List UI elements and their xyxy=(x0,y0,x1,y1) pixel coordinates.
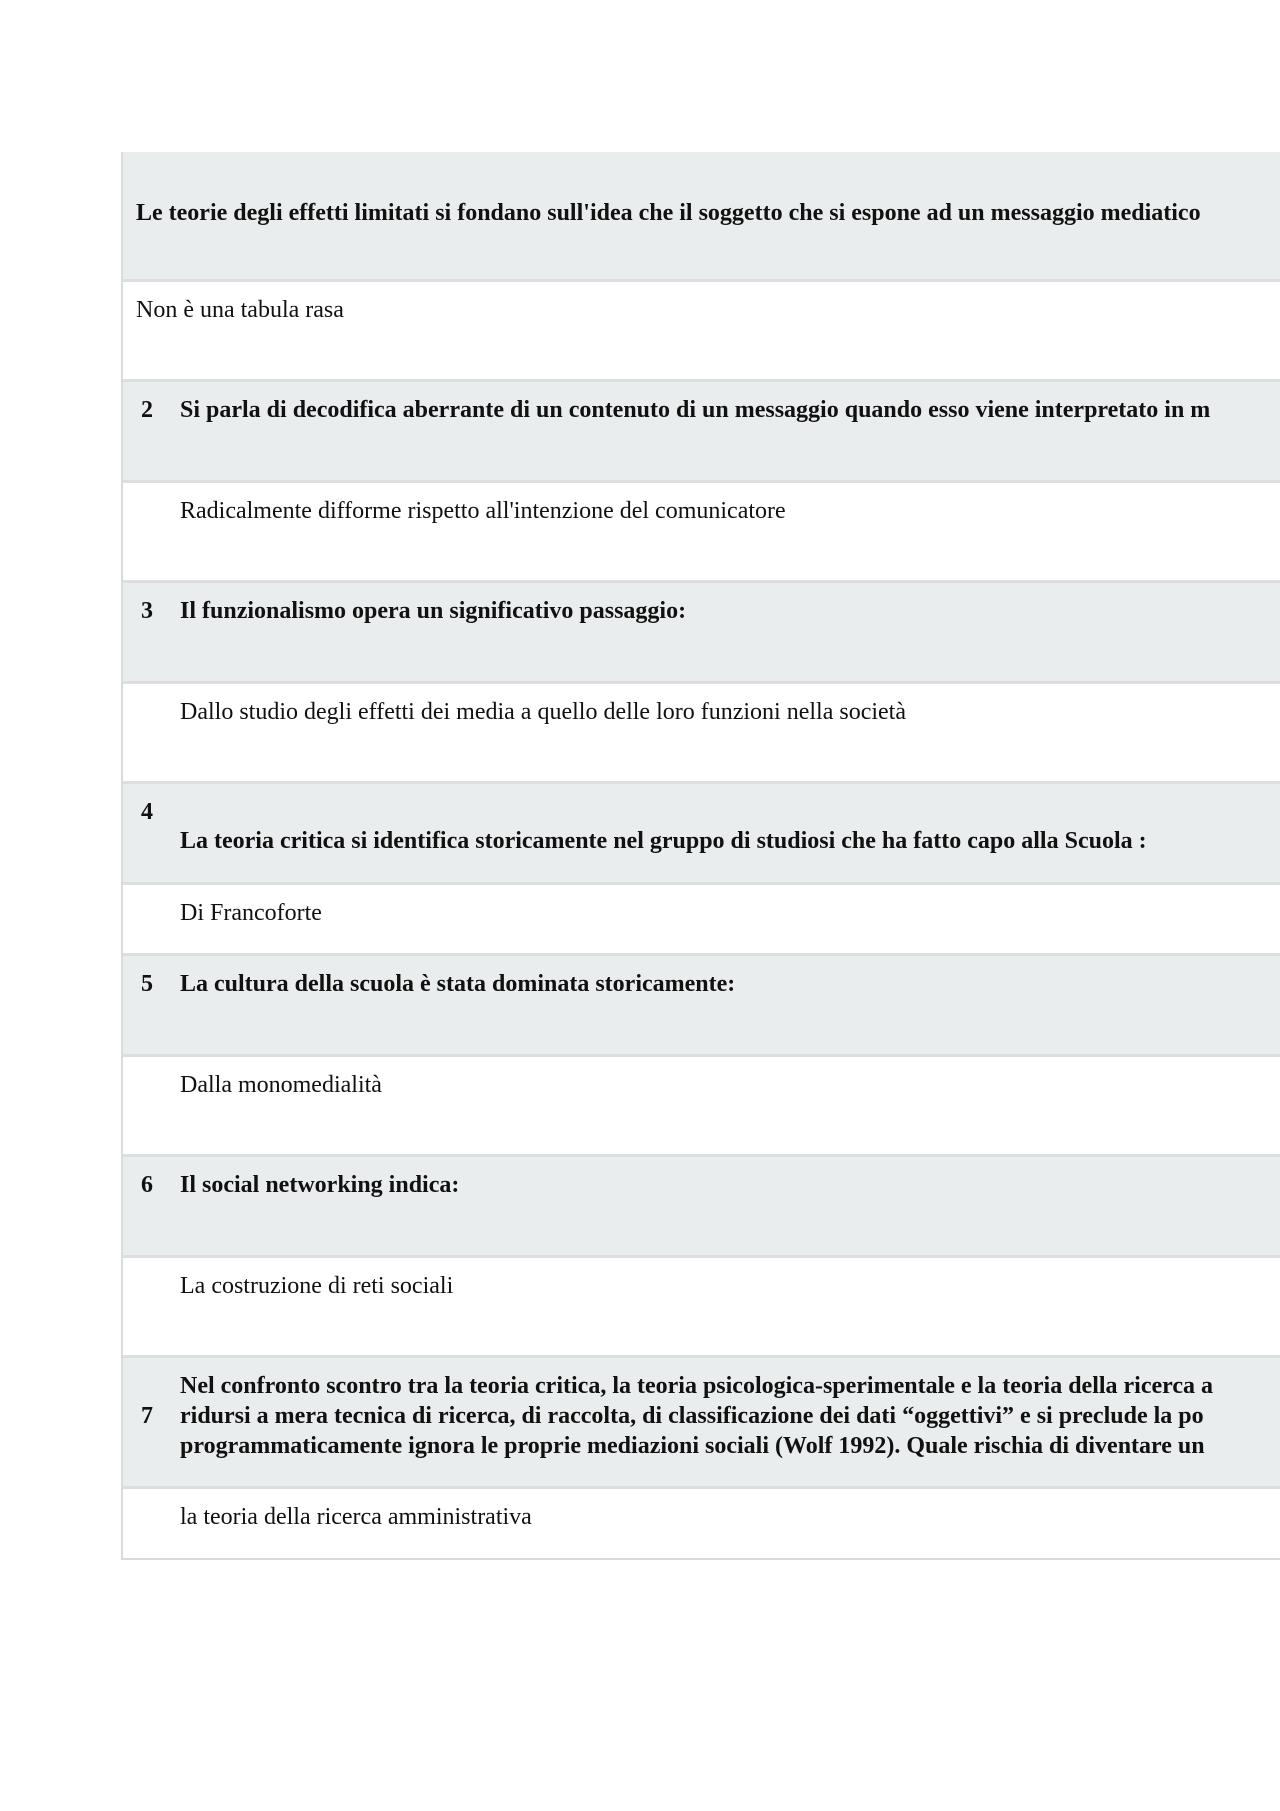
question-row xyxy=(123,1358,1280,1489)
question-number: 5 xyxy=(141,971,153,997)
question-row xyxy=(123,956,1280,1057)
question-row xyxy=(123,784,1280,885)
question-row xyxy=(123,152,1280,282)
question-number: 6 xyxy=(141,1172,153,1198)
qa-table xyxy=(121,152,1280,1560)
answer-row xyxy=(123,684,1280,784)
answer-row xyxy=(123,1258,1280,1358)
question-number: 3 xyxy=(141,598,153,624)
answer-row xyxy=(123,1489,1280,1558)
question-number: 4 xyxy=(141,799,153,825)
question-text: La teoria critica si identifica storicamente nel gruppo di studiosi che ha fatto capo alla Scuola : xyxy=(180,828,1147,854)
answer-row xyxy=(123,885,1280,956)
question-number: 2 xyxy=(141,397,153,423)
question-text: Il funzionalismo opera un significativo passaggio: xyxy=(180,598,687,624)
question-text-line: ridursi a mera tecnica di ricerca, di raccolta, di classificazione dei dati “oggettivi” e si preclude la po xyxy=(180,1403,1204,1429)
answer-row xyxy=(123,483,1280,583)
question-text-line: Nel confronto scontro tra la teoria critica, la teoria psicologica-sperimentale e la teoria della ricerca a xyxy=(180,1373,1214,1399)
answer-row xyxy=(123,282,1280,382)
question-text: La cultura della scuola è stata dominata storicamente: xyxy=(180,971,736,997)
question-text: Si parla di decodifica aberrante di un contenuto di un messaggio quando esso viene interpretato in m xyxy=(180,397,1211,423)
question-number: 7 xyxy=(141,1403,153,1429)
question-text-line: programmaticamente ignora le proprie mediazioni sociali (Wolf 1992). Quale rischia di diventare un xyxy=(180,1433,1205,1459)
question-row xyxy=(123,382,1280,483)
answer-text: Non è una tabula rasa xyxy=(136,297,344,323)
answer-text: Dalla monomedialità xyxy=(180,1072,382,1098)
answer-text: Radicalmente difforme rispetto all'intenzione del comunicatore xyxy=(180,498,786,524)
question-text: Le teorie degli effetti limitati si fondano sull'idea che il soggetto che si espone ad un messaggio mediatico xyxy=(136,200,1201,226)
answer-text: Dallo studio degli effetti dei media a quello delle loro funzioni nella società xyxy=(180,699,906,725)
question-text: Il social networking indica: xyxy=(180,1172,460,1198)
answer-text: Di Francoforte xyxy=(180,900,322,926)
answer-text: La costruzione di reti sociali xyxy=(180,1273,454,1299)
answer-text: la teoria della ricerca amministrativa xyxy=(180,1504,532,1530)
question-row xyxy=(123,583,1280,684)
answer-row xyxy=(123,1057,1280,1157)
question-row xyxy=(123,1157,1280,1258)
